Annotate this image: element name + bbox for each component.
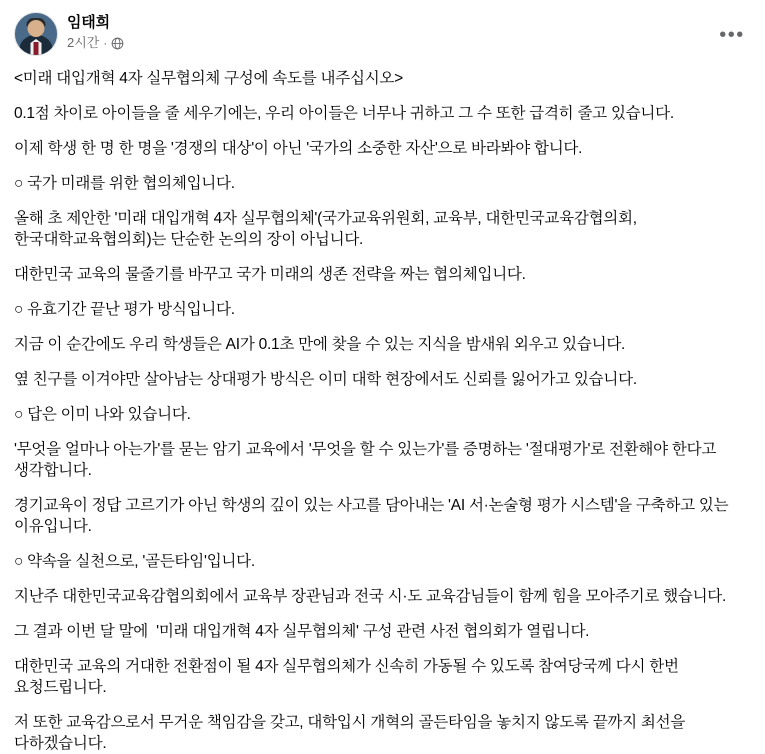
post-paragraph: '무엇을 얼마나 아는가'를 묻는 암기 교육에서 '무엇을 할 수 있는가'를 증명하는 '절대평가'로 전환해야 한다고 생각합니다. <box>14 441 721 479</box>
post-meta <box>67 35 124 51</box>
post-paragraph: 0.1점 차이로 아이들을 줄 세우기에는, 우리 아이들은 너무나 귀하고 그 수 또한 급격히 줄고 있습니다. <box>14 105 674 122</box>
post-paragraph: 지난주 대한민국교육감협의회에서 교육부 장관님과 전국 시·도 교육감님들이 함께 힘을 모아주기로 했습니다. <box>14 588 727 605</box>
post-paragraph: 올해 초 제안한 '미래 대입개혁 4자 실무협의체'(국가교육위원회, 교육부, 대한민국교육감협의회, 한국대학교육협의회)는 단순한 논의의 장이 아닙니다. <box>14 210 641 248</box>
post-paragraph: 대한민국 교육의 거대한 전환점이 될 4자 실무협의체가 신속히 가동될 수 있도록 참여당국께 다시 한번 요청드립니다. <box>14 658 683 696</box>
post-paragraph: 그 결과 이번 달 말에 '미래 대입개혁 4자 실무협의체' 구성 관련 사전 협의회가 열립니다. <box>14 623 590 640</box>
post-paragraph: ○ 국가 미래를 위한 협의체입니다. <box>14 175 235 192</box>
more-options-icon[interactable]: ••• <box>719 24 745 46</box>
post-paragraph: <미래 대입개혁 4자 실무협의체 구성에 속도를 내주십시오> <box>14 70 403 87</box>
post-timestamp[interactable]: 2시간 <box>67 35 100 50</box>
post-paragraph: ○ 유효기간 끝난 평가 방식입니다. <box>14 301 235 318</box>
post-header <box>14 10 751 62</box>
post-paragraph: ○ 답은 이미 나와 있습니다. <box>14 406 191 423</box>
post-paragraph: 저 또한 교육감으로서 무거운 책임감을 갖고, 대학입시 개혁의 골든타임을 놓치지 않도록 끝까지 최선을 다하겠습니다. <box>14 714 690 752</box>
post-paragraph: 옆 친구를 이겨야만 살아남는 상대평가 방식은 이미 대학 현장에서도 신뢰를 잃어가고 있습니다. <box>14 371 637 388</box>
globe-icon[interactable] <box>111 37 124 50</box>
avatar[interactable] <box>14 12 58 56</box>
post-paragraph: ○ 약속을 실천으로, '골든타임'입니다. <box>14 553 255 570</box>
author-name[interactable]: 임태희 <box>67 14 110 31</box>
avatar-face-shape <box>28 20 45 37</box>
meta-separator: · <box>103 36 108 50</box>
post-paragraph: 지금 이 순간에도 우리 학생들은 AI가 0.1초 만에 찾을 수 있는 지식을 밤새워 외우고 있습니다. <box>14 336 626 353</box>
post-paragraph: 이제 학생 한 명 한 명을 '경쟁의 대상'이 아닌 '국가의 소중한 자산'으로 바라봐야 합니다. <box>14 140 583 157</box>
post-header-text <box>67 12 124 51</box>
avatar-tie-shape <box>34 42 39 55</box>
post-paragraph: 대한민국 교육의 물줄기를 바꾸고 국가 미래의 생존 전략을 짜는 협의체입니다. <box>14 266 526 283</box>
post-paragraph: 경기교육이 정답 고르기가 아닌 학생의 깊이 있는 사고를 담아내는 'AI 서·논술형 평가 시스템'을 구축하고 있는 이유입니다. <box>14 497 733 535</box>
post-body <box>14 62 751 754</box>
